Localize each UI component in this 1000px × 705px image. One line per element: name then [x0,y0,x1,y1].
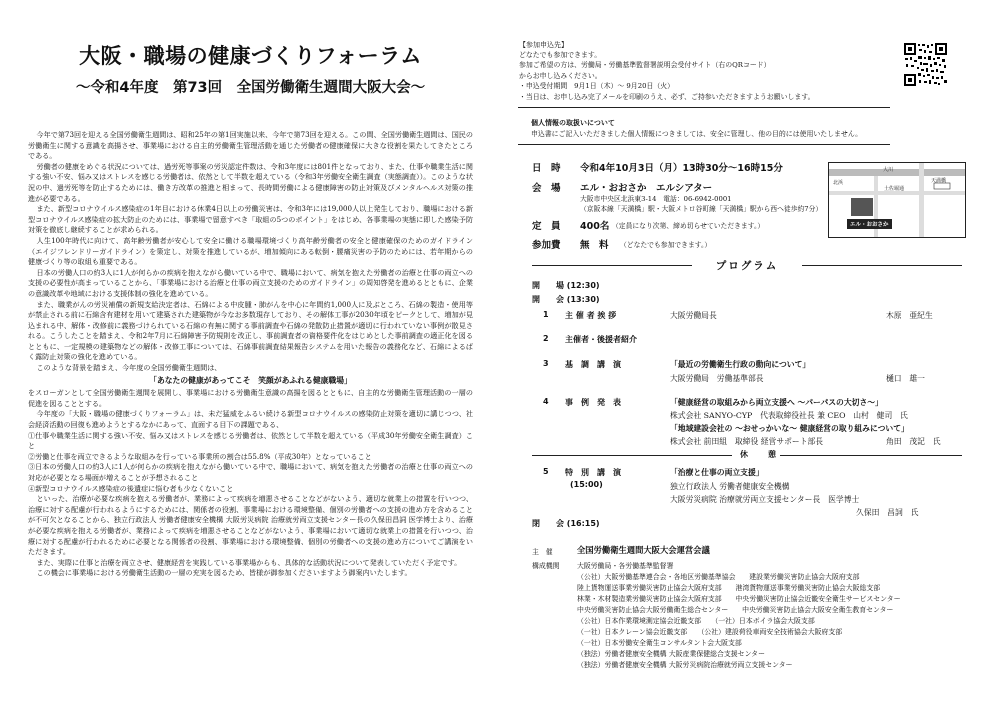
date-value: 令和4年10月3日（月）13時30分〜16時15分 [580,163,783,174]
divider [802,265,962,266]
venue-access: （京阪本線「天満橋」駅・大阪メトロ谷町線「天満橋」駅から西へ徒歩約7分） [580,205,823,213]
program-item-content: 「最近の労働衛生行政の動向について」 [670,360,811,369]
member-line: （独法）労働者健康安全機構 大阪労災病院治療就労両立支援センター [577,661,793,669]
member-line: 中央労働災害防止協会大阪労働衛生総合センター 中央労働災害防止協会大阪安全衛生教育センター [577,606,894,614]
application-notice [519,40,892,102]
map-river-label: 大川 [883,167,894,173]
member-line: （一社）日本クレーン協会近畿支部 （公社）建設荷役車両安全技術協会大阪府支部 [577,628,843,636]
venue-name: エル・おおさか エルシアター [580,183,713,194]
capacity-note: （定員になり次第、締め切らせていただきます。） [612,222,765,230]
venue-map[interactable] [828,162,966,238]
divider [532,265,692,266]
program-item-number: 5 [543,467,549,476]
body-paragraph: 今年で第73回を迎える全国労働衛生週間は、昭和25年の第1回実施以来、今年で第73回を迎える。この間、全国労働衛生週間は、国民の労働衛生に関する意識を高揚させ、事業場における自主的労働衛生管理活動を通じた労働者の健康確保に大きな役割を果たしてきたところである。 [28,130,473,161]
body-paragraph: 労働者の健康をめぐる状況については、過労死等事案の労災認定件数は、令和3年度には801件となっており、また、仕事や職業生活に関する強い不安、悩み又はストレスを感じる労働者は、依然として半数を超えている（令和3年労働安全衛生調査（実態調査））。このような状況の中、過労死等を防止するためには、働き方改革の推進と相まって、長時間労働による健康障害の防止対策及びメンタルヘルス対策の推進が必要である。 [28,161,473,203]
program-item-number: 2 [543,334,549,343]
program-item-affiliation: 株式会社 SANYO-CYP 代表取締役社長 兼 CEO 山村 健司 氏 [670,411,908,420]
slogan: 「あなたの健康があってこそ 笑顔があふれる健康職場」 [149,375,352,385]
program-item-title: 事 例 発 表 [565,398,621,407]
body-paragraph: をスローガンとして全国労働衛生週間を展開し、事業場における労働衛生意識の高揚を図るとともに、自主的な労働衛生管理活動の一層の促進を図ることとする。 [28,388,473,408]
body-paragraph: この機会に事業場における労働衛生活動の一層の充実を図るため、皆様が御参加くださいますよう御案内いたします。 [36,568,412,578]
program-item-title: 主 催 者 挨 拶 [565,311,617,320]
member-line: （独法）労働者健康安全機構 大阪産業保健総合支援センター [577,650,765,658]
privacy-title: 個人情報の取扱いについて [531,119,615,127]
program-item-number: 4 [543,397,549,406]
fee-value: 無 料 [580,240,609,251]
notice-line: からお申し込みください。 [519,71,602,80]
program-heading [532,258,962,272]
fee-label: 参加費 [532,240,561,251]
issue-item: ④新型コロナウイルス感染症の後遺症に悩む者も少なくないこと [28,483,234,493]
program-item-affiliation: 独立行政法人 労働者健康安全機構 [670,482,790,491]
body-paragraph: といった、治療が必要な疾病を抱える労働者が、業務によって疾病を増悪させることなどがないよう、適切な就業上の措置を行いつつ、治療に対する配慮が行われるようにするためには、関係者の役割、事業場における環境整備、個別の労働者への支援の進め方を含めることが不可欠となることから、独立行政法人 労働者健康安全機構 大阪労災病院 治療就労両立支援センター長の久保田昌詞 医学博士より、治療が必要な疾病を抱える労働者が、業務によって疾病を増悪させることなどがないよう、事業場において適切な就業上の措置を行いつつ、治療に対する配慮が行われるために必要となる関係者の役割、事業場における環境整備、個別の労働者への支援の進め方についてご講演をいただきます。 [28,494,473,557]
program-close: 閉 会 (16:15) [532,519,600,528]
program-item-number: 3 [543,359,549,368]
program-item-content: 「治療と仕事の両立支援」 [670,468,764,477]
date-label: 日 時 [532,163,561,174]
capacity-label: 定 員 [532,221,561,232]
capacity-value: 400名 [580,221,610,232]
program-item-affiliation: 株式会社 前田組 取締役 経営サポート部長 [670,437,824,446]
notice-line: ・申込受付期間 9月1日（木）〜 9月20日（火） [519,82,675,91]
divider [518,144,890,145]
program-item-affiliation: 大阪労働局 労働基準部長 [670,374,764,383]
body-paragraph: 人生100年時代に向けて、高年齢労働者が安心して安全に働ける職場環境づくり高年齢労働者の安全と健康確保のためのガイドライン（エイジフレンドリーガイドライン）を策定し、対策を推進しているが、増加傾向にある転倒・腰痛災害の予防のためには、若年期からの健康づくり等の取組も重要である。 [28,235,473,267]
member-line: （一社）日本労働安全衛生コンサルタント会大阪支部 [577,639,742,647]
qr-code-icon[interactable] [903,42,948,87]
map-station-label: 北浜 [833,180,844,186]
divider [780,455,962,456]
program-title: プログラム [715,260,779,272]
body-paragraph: また、職業がんの労災補償の新規支給決定者は、石綿による中皮腫・肺がんを中心に年間約1,000人に及ぶところ、石綿の製造・使用等が禁止される前に石綿含有建材を用いて建築された建築物が今なお多数現存しており、その解体工事が2030年頃をピークとして、増加が見込まれる中、解体・改修前に義務づけられている石綿の有無に関する事前調査や石綿の発散防止措置が適切に行われていない事例が散見される。こうしたことを踏まえ、令和2年7月に石綿障害予防規則を改正し、事前調査者の資格要件化をはじめとした事前調査の適正化を図るとともに、一定規模の建築物などの解体・改修工事については、石綿事前調査結果報告システムを用いた報告の義務化など、石綿によるばく露防止対策の強化を進めている。 [28,299,473,362]
issue-item: ②労働と仕事を両立できるような取組みを行っている事業所の割合は55.8%（平成30年）となっていること [28,451,372,461]
program-item-content: 大阪労働局長 [670,311,717,320]
program-start: 開 会 (13:30) [532,295,600,304]
privacy-notice [531,118,891,138]
program-item-content: 「地域建設会社の 〜おせっかいな〜 健康経営の取り組みについて」 [670,424,909,433]
issue-item: ③日本の労働人口の約3人に1人が何らかの疾病を抱えながら働いている中で、職場において、病気を抱えた労働者の治療と仕事の両立への対応が必要となる場面が増えることが予想されること [28,462,473,482]
map-station-label: 天満橋 [931,178,947,184]
venue-address: 大阪市中央区北浜東3-14 電話：06-6942-0001 [580,195,732,203]
program-item-title: 基 調 講 演 [565,360,621,369]
body-paragraph: 日本の労働人口の約3人に1人が何らかの疾病を抱えながら働いている中で、職場において、病気を抱えた労働者の治療と仕事の両立への支援の必要性が高まっていることから、「事業場における治療と仕事の両立支援のためのガイドライン」の周知啓発を進めるとともに、企業の意識改革や地域における支援体制の強化を進めている。 [28,267,473,298]
body-text [28,130,473,579]
map-road-label: 土佐堀通 [884,186,905,192]
host-label: 主 催 [532,548,553,556]
host-name: 全国労働衛生週間大阪大会運営会議 [577,545,710,555]
member-line: 林業・木材製造業労働災害防止協会大阪府支部 中央労働災害防止協会近畿安全衛生サービスセンター [577,595,901,603]
divider [518,107,890,108]
program-open: 開 場 (12:30) [532,281,600,290]
program-speaker: 樋口 雄一 [886,374,925,383]
program-speaker: 木原 亜紀生 [886,311,933,320]
member-line: 大阪労働局・各労働基準監督署 [577,562,674,570]
program-speaker: 角田 茂記 氏 [886,437,941,446]
body-paragraph: 今年度の「大阪・職場の健康づくりフォーラム」は、未だ猛威をふるい続ける新型コロナウイルスの感染防止対策を適切に講じつつ、社会経済活動の回復も進めようとするなかにあって、直面する目下の課題である、 [28,409,473,430]
member-line: 陸上貨物運送事業労働災害防止協会大阪府支部 港湾貨物運送事業労働災害防止協会大阪総支部 [577,584,881,592]
fee-note: （どなたでも参加できます。） [620,241,712,249]
program-item-affiliation: 大阪労災病院 治療就労両立支援センター長 医学博士 [670,495,860,504]
notice-line: ・当日は、お申し込み完了メールを印刷のうえ、必ず、ご持参いただきますようお願いします。 [519,92,815,101]
member-line: （公社）日本作業環境測定協会近畿支部 （一社）日本ボイラ協会大阪支部 [577,617,815,625]
notice-line: どなたでも参加できます。 [519,51,602,59]
notice-line: 参加ご希望の方は、労働局・労働基準監督署説明会受付サイト（右のQRコード） [519,61,771,70]
page-title: 大阪・職場の健康づくりフォーラム [79,44,422,68]
program-item-title: 主催者・後援者紹介 [565,335,637,344]
member-line: （公社）大阪労働基準連合会・各地区労働基準協会 建設業労働災害防止協会大阪府支部 [577,573,860,581]
privacy-text: 申込書にご記入いただきました個人情報につきましては、安全に管理し、他の目的には使用いたしません。 [531,130,863,138]
program-speaker: 久保田 昌詞 氏 [856,508,919,517]
members-label: 構成機関 [532,562,560,570]
notice-title: 【参加申込先】 [519,41,568,49]
map-venue-label: エル・おおさか [847,219,892,229]
body-paragraph: また、新型コロナウイルス感染症の1年目における休業4日以上の労働災害は、令和3年には19,000人以上発生しており、職場における新型コロナウイルス感染症の拡大防止のためには、事業場で留意すべき「取組の5つのポイント」をはじめ、各事業場の実態に即した感染予防対策を徹底し継続することが求められる。 [28,204,473,235]
program-item-time: (15:00) [570,480,603,489]
program-item-content: 「健康経営の取組みから両立支援へ 〜パーパスの大切さ〜」 [670,398,883,407]
issue-item: ①仕事や職業生活に関する強い不安、悩み又はストレスを感じる労働者は、依然として半数を超えている（平成30年労働安全衛生調査）こと [28,430,473,451]
venue-label: 会 場 [532,183,561,194]
body-paragraph: また、実際に仕事と治療を両立させ、健康経営を実践している事業場からも、具体的な活動状況について発表していただく予定です。 [36,557,462,567]
body-paragraph: このような背景を踏まえ、今年度の全国労働衛生週間は、 [36,363,222,373]
page-subtitle: 〜令和4年度 第73回 全国労働衛生週間大阪大会〜 [75,80,426,96]
program-break: 休 憩 [740,450,782,459]
divider [532,455,732,456]
program-item-number: 1 [543,310,549,319]
left-column [28,30,473,700]
program-item-title: 特 別 講 演 [565,468,621,477]
